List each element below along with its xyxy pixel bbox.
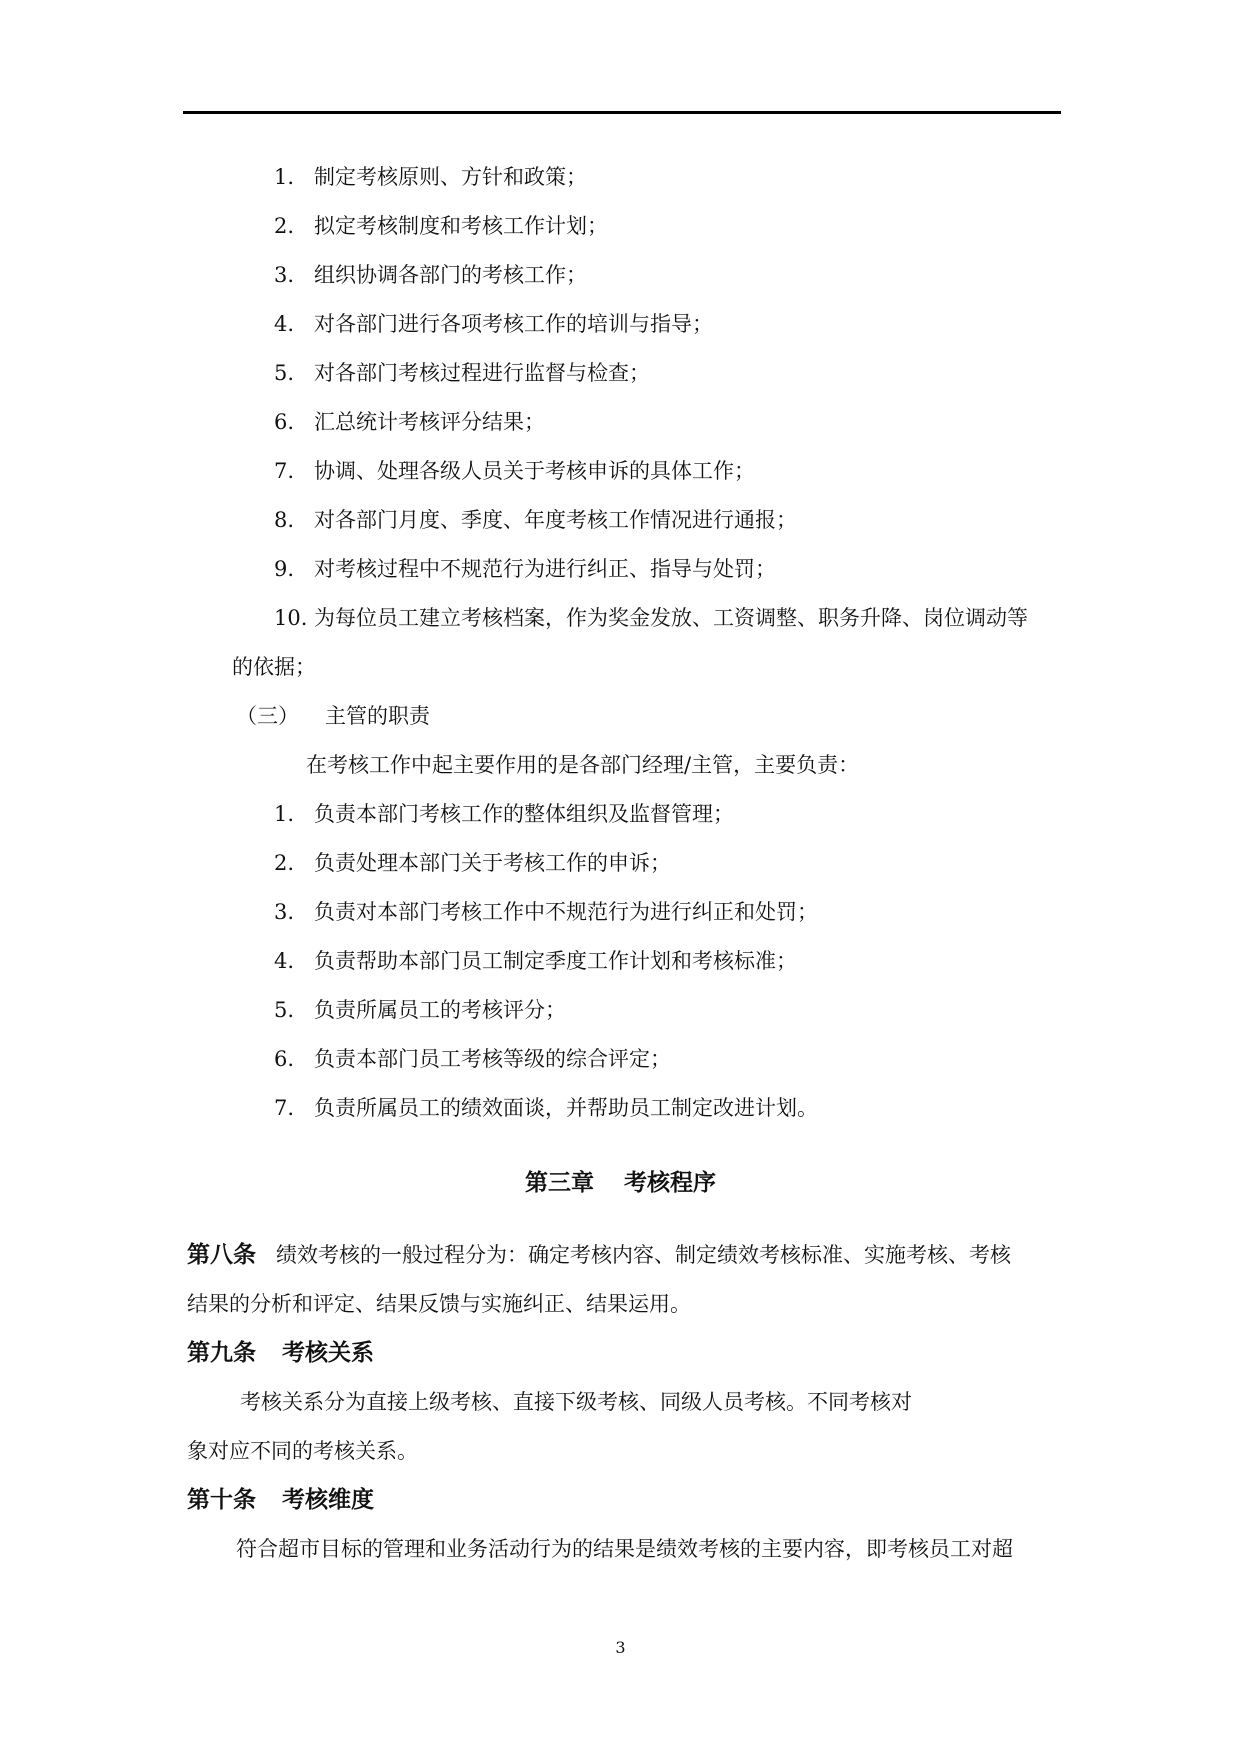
list-item bbox=[274, 1093, 818, 1123]
list-item bbox=[274, 260, 587, 290]
article-8 bbox=[187, 1240, 1011, 1270]
article-label: 第八条 bbox=[187, 1241, 256, 1268]
list-number: 10. bbox=[274, 606, 308, 630]
list-number: 2. bbox=[274, 214, 295, 238]
list-item bbox=[274, 848, 671, 878]
list-item bbox=[274, 1044, 671, 1074]
section-title: 主管的职责 bbox=[325, 704, 430, 728]
list-item bbox=[274, 162, 587, 192]
list-text: 对各部门考核过程进行监督与检查； bbox=[314, 361, 650, 385]
list-text: 对各部门进行各项考核工作的培训与指导； bbox=[314, 312, 713, 336]
list-text: 拟定考核制度和考核工作计划； bbox=[314, 214, 608, 238]
list-item bbox=[274, 897, 818, 927]
list-text: 负责本部门考核工作的整体组织及监督管理； bbox=[314, 802, 734, 826]
list-number: 7. bbox=[274, 1096, 295, 1120]
header-rule bbox=[183, 111, 1061, 114]
article-10-text: 符合超市目标的管理和业务活动行为的结果是绩效考核的主要内容，即考核员工对超 bbox=[236, 1537, 1013, 1561]
list-number: 8. bbox=[274, 508, 295, 532]
list-number: 4. bbox=[274, 312, 295, 336]
list-number: 6. bbox=[274, 1047, 295, 1071]
list-item bbox=[274, 995, 566, 1025]
section-heading bbox=[236, 701, 430, 731]
chapter-heading bbox=[0, 1168, 1241, 1198]
list-number: 4. bbox=[274, 949, 295, 973]
article-title: 考核关系 bbox=[282, 1339, 374, 1366]
article-9-heading bbox=[187, 1338, 374, 1368]
list-text: 负责本部门员工考核等级的综合评定； bbox=[314, 1047, 671, 1071]
list-item bbox=[274, 407, 545, 437]
article-9-text: 考核关系分为直接上级考核、直接下级考核、同级人员考核。不同考核对 bbox=[240, 1390, 912, 1414]
list-item bbox=[274, 358, 650, 388]
article-9-cont: 象对应不同的考核关系。 bbox=[187, 1439, 418, 1463]
list-text: 对各部门月度、季度、年度考核工作情况进行通报； bbox=[314, 508, 797, 532]
list-item bbox=[274, 946, 797, 976]
list-text: 协调、处理各级人员关于考核申诉的具体工作； bbox=[314, 459, 755, 483]
section-intro: 在考核工作中起主要作用的是各部门经理/主管，主要负责： bbox=[306, 753, 860, 777]
list-item bbox=[274, 456, 755, 486]
list-item bbox=[274, 211, 608, 241]
list-item-continuation: 的依据； bbox=[232, 655, 316, 679]
article-label: 第十条 bbox=[187, 1486, 256, 1513]
article-text: 绩效考核的一般过程分为：确定考核内容、制定绩效考核标准、实施考核、考核 bbox=[276, 1243, 1011, 1267]
list-text: 组织协调各部门的考核工作； bbox=[314, 263, 587, 287]
article-label: 第九条 bbox=[187, 1339, 256, 1366]
article-8-cont: 结果的分析和评定、结果反馈与实施纠正、结果运用。 bbox=[187, 1292, 691, 1316]
list-number: 5. bbox=[274, 998, 295, 1022]
list-text: 负责所属员工的绩效面谈，并帮助员工制定改进计划。 bbox=[314, 1096, 818, 1120]
list-text: 负责处理本部门关于考核工作的申诉； bbox=[314, 851, 671, 875]
article-title: 考核维度 bbox=[282, 1486, 374, 1513]
list-text: 汇总统计考核评分结果； bbox=[314, 410, 545, 434]
list-text: 对考核过程中不规范行为进行纠正、指导与处罚； bbox=[314, 557, 776, 581]
list-item bbox=[274, 505, 797, 535]
list-item bbox=[274, 603, 1028, 633]
chapter-title: 考核程序 bbox=[624, 1169, 716, 1196]
list-number: 2. bbox=[274, 851, 295, 875]
page-number: 3 bbox=[615, 1638, 626, 1657]
list-item bbox=[274, 309, 713, 339]
list-number: 1. bbox=[274, 165, 295, 189]
list-number: 3. bbox=[274, 263, 295, 287]
list-number: 6. bbox=[274, 410, 295, 434]
section-label: （三） bbox=[236, 704, 299, 728]
list-number: 5. bbox=[274, 361, 295, 385]
list-text: 负责帮助本部门员工制定季度工作计划和考核标准； bbox=[314, 949, 797, 973]
list-number: 9. bbox=[274, 557, 295, 581]
list-item bbox=[274, 799, 734, 829]
list-number: 3. bbox=[274, 900, 295, 924]
list-text: 制定考核原则、方针和政策； bbox=[314, 165, 587, 189]
list-text: 负责所属员工的考核评分； bbox=[314, 998, 566, 1022]
list-number: 1. bbox=[274, 802, 295, 826]
list-number: 7. bbox=[274, 459, 295, 483]
chapter-number: 第三章 bbox=[525, 1169, 594, 1196]
article-10-heading bbox=[187, 1485, 374, 1515]
list-text: 负责对本部门考核工作中不规范行为进行纠正和处罚； bbox=[314, 900, 818, 924]
list-item bbox=[274, 554, 776, 584]
list-text: 为每位员工建立考核档案，作为奖金发放、工资调整、职务升降、岗位调动等 bbox=[314, 606, 1028, 630]
